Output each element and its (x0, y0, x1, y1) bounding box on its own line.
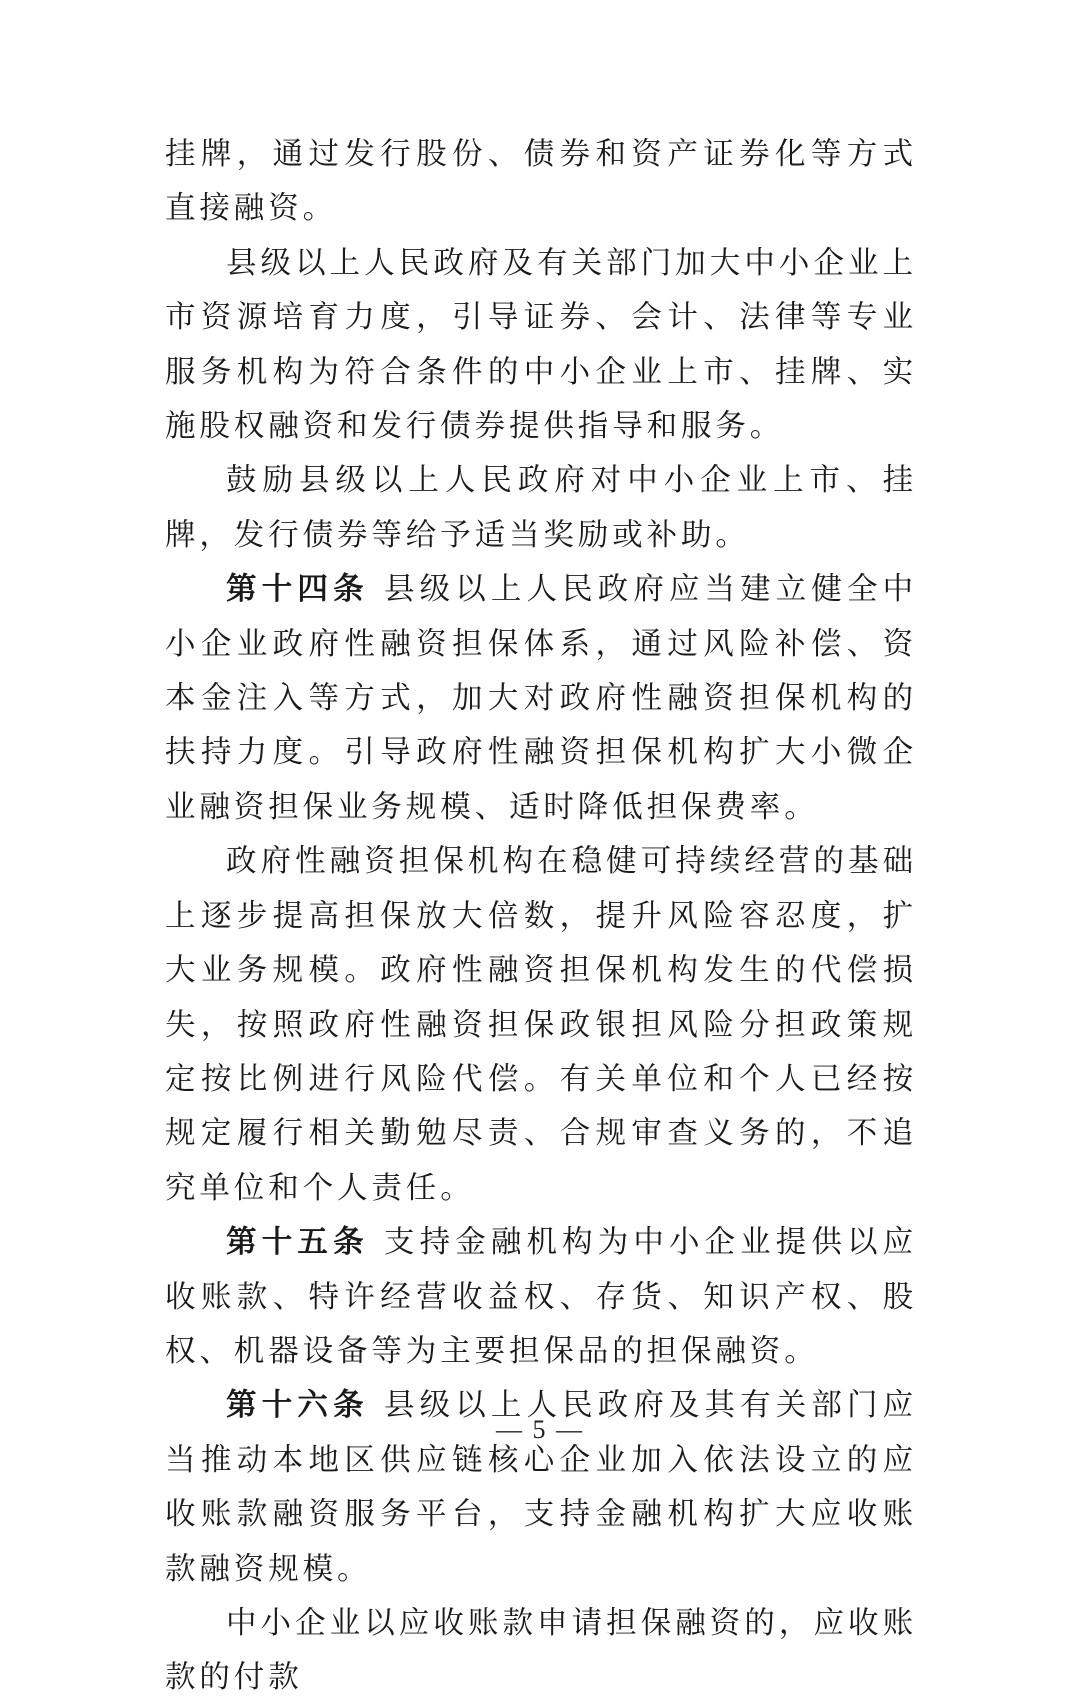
paragraph-text: 县级以上人民政府及其有关部门应当推动本地区供应链核心企业加入依法设立的应收账款融资服务平台，支持金融机构扩大应收账款融资规模。 (165, 1388, 918, 1587)
paragraph-continuation (165, 128, 917, 237)
paragraph-text: 中小企业以应收账款申请担保融资的，应收账款的付款 (165, 1605, 917, 1696)
paragraph-listing-reward (165, 454, 917, 563)
article-15 (165, 1216, 917, 1379)
paragraph-text: 政府性融资担保机构在稳健可持续经营的基础上逐步提高担保放大倍数，提升风险容忍度，扩大业务规模。政府性融资担保机构发生的代偿损失，按照政府性融资担保政银担风险分担政策规定按比例进行风险代偿。有关单位和个人已经按规定履行相关勤勉尽责、合规审查义务的，不追究单位和个人责任。 (165, 844, 917, 1206)
article-label: 第十四条 (226, 572, 369, 608)
document-body (165, 128, 917, 1706)
page-number: — 5 — (496, 1415, 584, 1444)
paragraph-text: 挂牌，通过发行股份、债券和资产证券化等方式直接融资。 (165, 137, 917, 227)
paragraph-text: 鼓励县级以上人民政府对中小企业上市、挂牌，发行债券等给予适当奖励或补助。 (165, 463, 917, 553)
article-16 (165, 1379, 917, 1597)
paragraph-text: 县级以上人民政府及有关部门加大中小企业上市资源培育力度，引导证券、会计、法律等专业服务机构为符合条件的中小企业上市、挂牌、实施股权融资和发行债券提供指导和服务。 (165, 245, 917, 445)
paragraph-receivables (165, 1597, 917, 1706)
article-14 (165, 563, 917, 835)
article-label: 第十五条 (226, 1225, 369, 1261)
paragraph-guarantee-institutions (165, 835, 917, 1216)
paragraph-text: 县级以上人民政府应当建立健全中小企业政府性融资担保体系，通过风险补偿、资本金注入等方式，加大对政府性融资担保机构的扶持力度。引导政府性融资担保机构扩大小微企业融资担保业务规模、适时降低担保费率。 (165, 572, 918, 825)
paragraph-text: 支持金融机构为中小企业提供以应收账款、特许经营收益权、存货、知识产权、股权、机器设备等为主要担保品的担保融资。 (165, 1225, 918, 1369)
article-label: 第十六条 (226, 1388, 369, 1424)
paragraph-listing-support (165, 237, 917, 455)
